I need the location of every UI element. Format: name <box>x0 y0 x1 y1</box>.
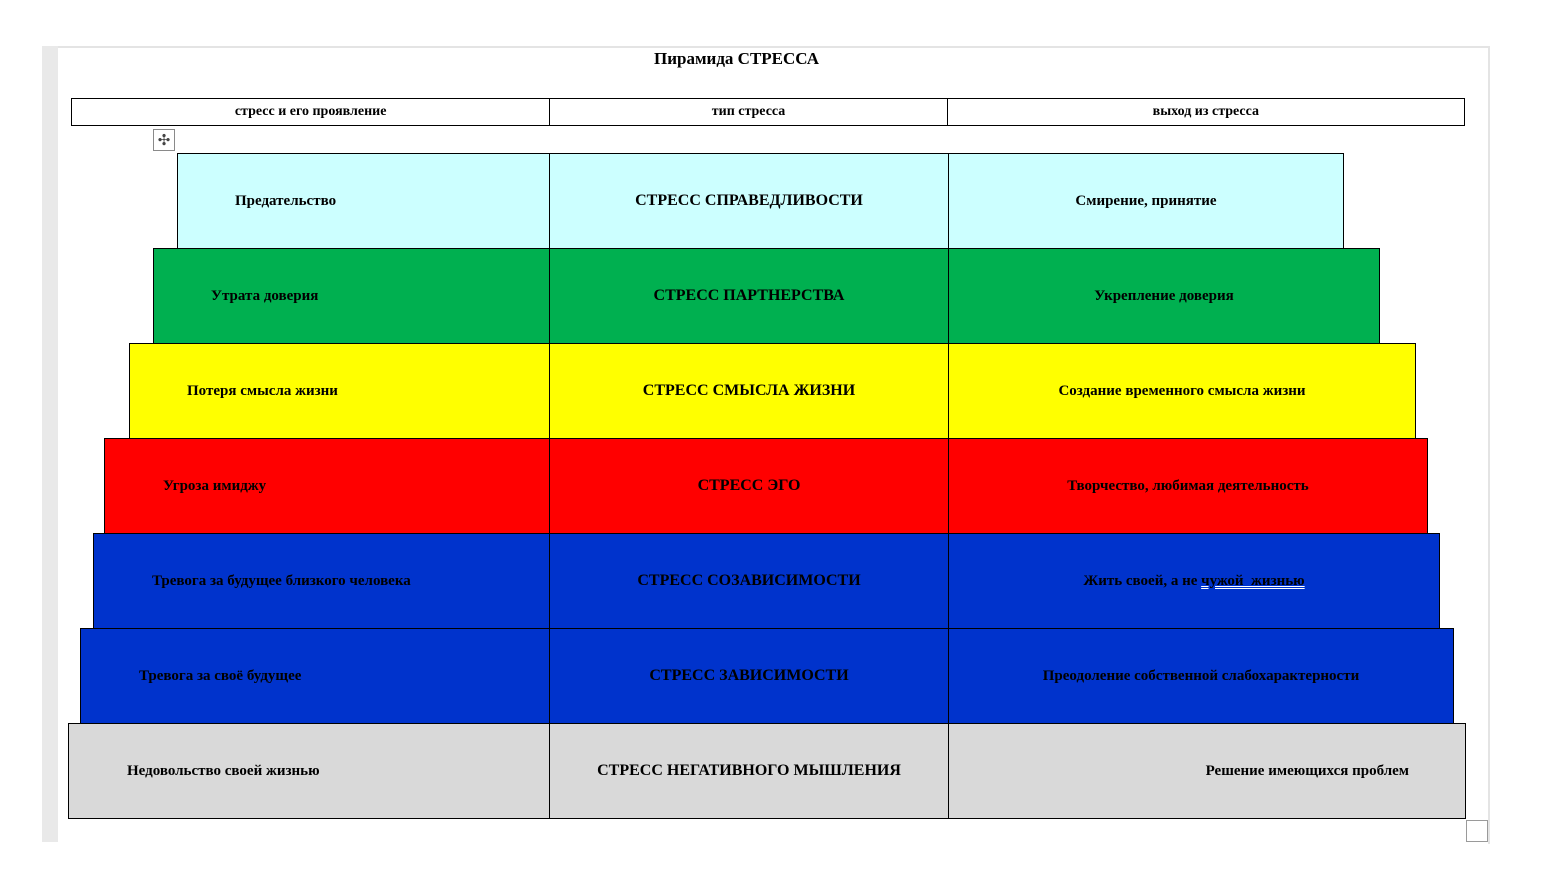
row-exit-underlined-text: чужой жизнью <box>1201 572 1305 589</box>
row-exit: Смирение, принятие <box>1075 192 1217 209</box>
row-manifestation: Утрата доверия <box>211 287 319 304</box>
row-stress-type: СТРЕСС СМЫСЛА ЖИЗНИ <box>642 382 856 399</box>
page-margin <box>42 46 58 842</box>
row-exit: Творчество, любимая деятельность <box>1067 477 1309 494</box>
pyramid-row-negative <box>68 723 1466 819</box>
pyramid-row-justice <box>177 153 1344 249</box>
header-manifestation: стресс и его проявление <box>72 99 550 125</box>
row-manifestation: Недовольство своей жизнью <box>127 762 320 779</box>
table-resize-handle[interactable] <box>1466 820 1488 842</box>
row-manifestation: Угроза имиджу <box>163 477 267 494</box>
pyramid-row-codependency <box>93 533 1440 629</box>
pyramid-row-dependency <box>80 628 1454 724</box>
header-exit: выход из стресса <box>1152 104 1260 119</box>
pyramid-row-meaning <box>129 343 1416 439</box>
row-manifestation: Потеря смысла жизни <box>187 382 338 399</box>
pyramid-row-partnership <box>153 248 1380 344</box>
row-manifestation: Тревога за своё будущее <box>139 667 302 684</box>
header-type: тип стресса <box>550 99 947 125</box>
row-exit <box>949 534 1439 628</box>
row-exit: Создание временного смысла жизни <box>1058 382 1306 399</box>
header-table <box>71 98 1465 126</box>
row-exit: Укрепление доверия <box>1094 287 1234 304</box>
row-stress-type: СТРЕСС ПАРТНЕРСТВА <box>653 287 845 304</box>
row-manifestation: Предательство <box>235 192 337 209</box>
table-move-handle-icon[interactable]: ✣ <box>153 129 175 151</box>
row-stress-type: СТРЕСС СОЗАВИСИМОСТИ <box>637 572 861 589</box>
row-exit-text: Жить своей, а не <box>1083 572 1202 589</box>
row-exit: Преодоление собственной слабохарактерности <box>1042 667 1360 684</box>
row-stress-type: СТРЕСС СПРАВЕДЛИВОСТИ <box>635 192 863 209</box>
pyramid-row-ego <box>104 438 1428 534</box>
row-stress-type: СТРЕСС НЕГАТИВНОГО МЫШЛЕНИЯ <box>597 762 901 779</box>
document-title: Пирамида СТРЕССА <box>653 49 820 68</box>
row-exit: Решение имеющихся проблем <box>1205 762 1409 779</box>
row-stress-type: СТРЕСС ЭГО <box>697 477 801 494</box>
row-manifestation: Тревога за будущее близкого человека <box>152 572 411 589</box>
row-stress-type: СТРЕСС ЗАВИСИМОСТИ <box>649 667 849 684</box>
